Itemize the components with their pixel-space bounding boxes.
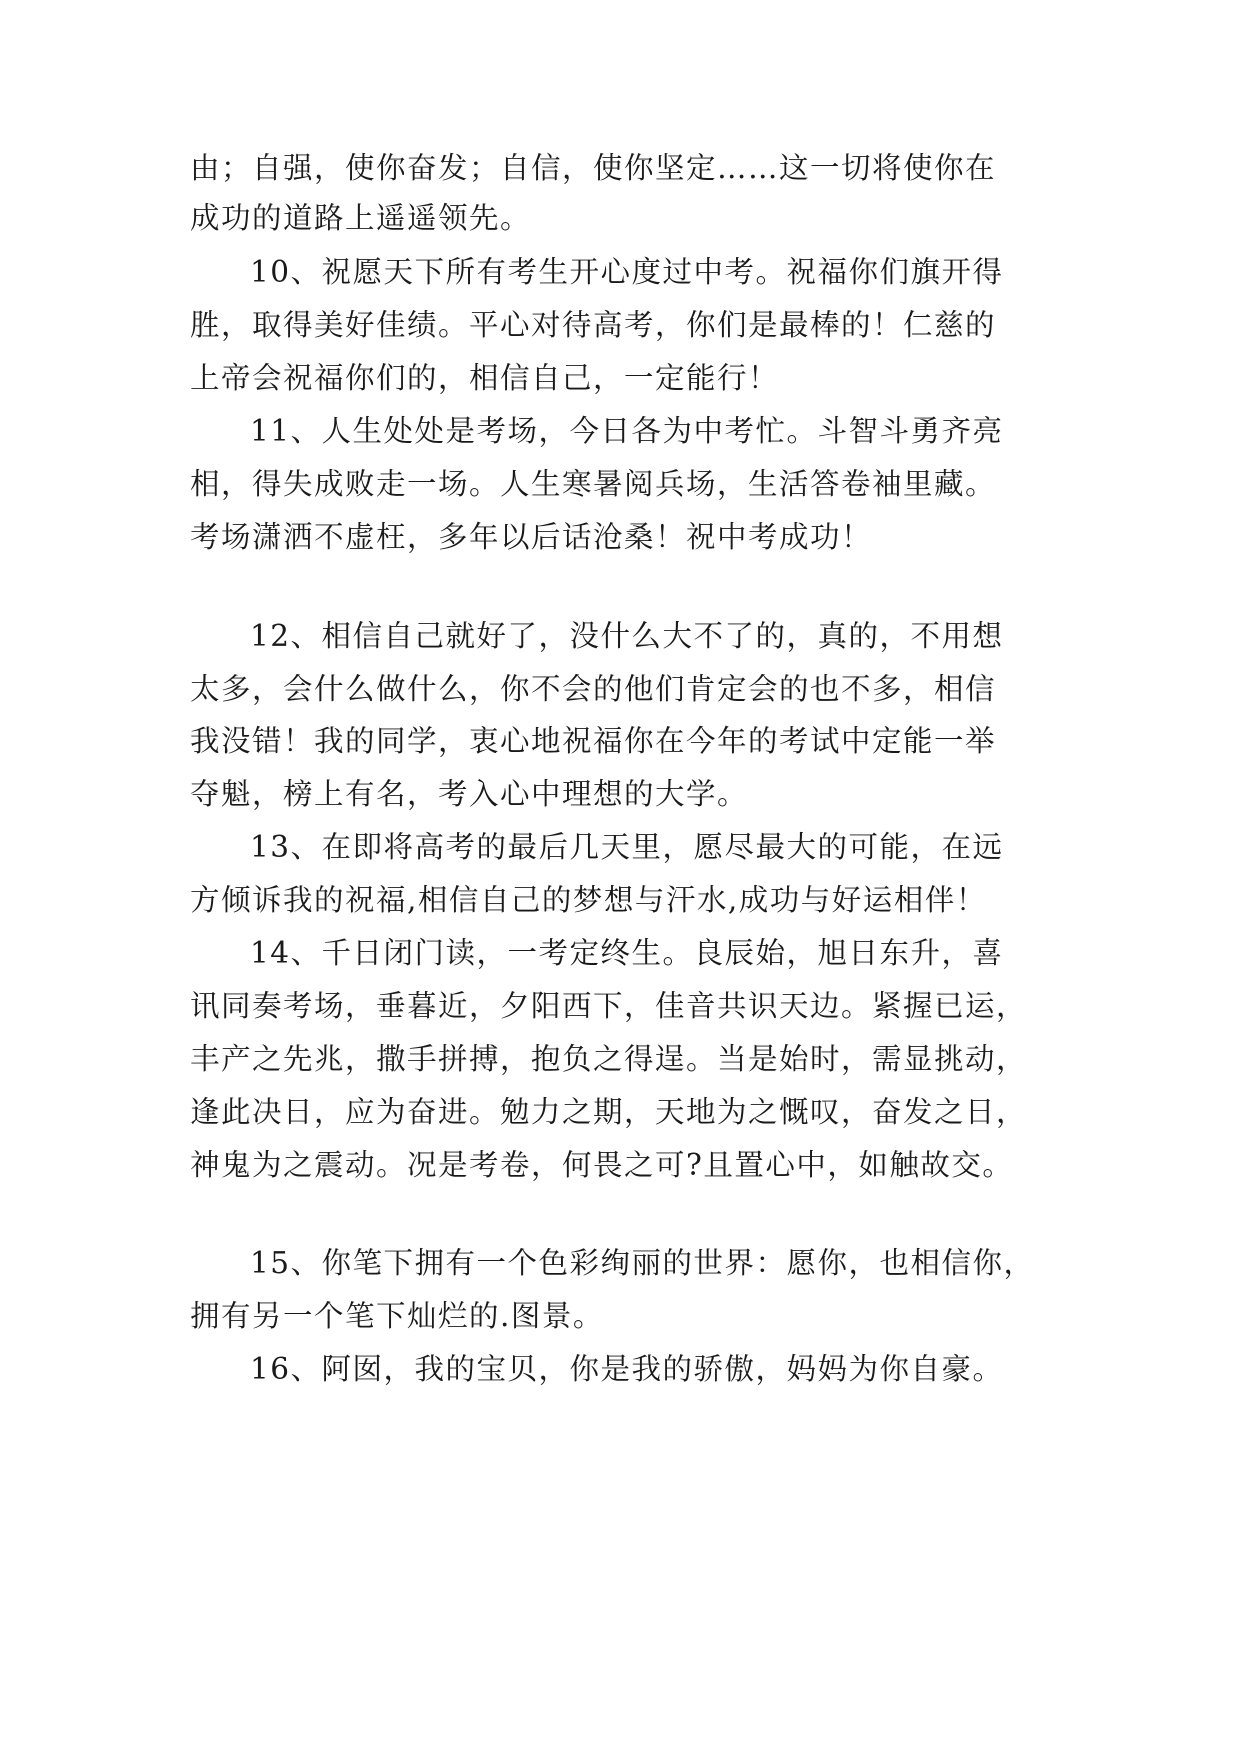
text-line: 讯同奏考场，垂暮近，夕阳西下，佳音共识天边。紧握已运，: [190, 989, 1028, 1023]
text-line: 相，得失成败走一场。人生寒暑阅兵场，生活答卷袖里藏。: [190, 467, 997, 501]
text-line: 方倾诉我的祝福,相信自己的梦想与汗水,成功与好运相伴！: [190, 883, 987, 917]
text-line: 拥有另一个笔下灿烂的.图景。: [190, 1299, 604, 1333]
text-line: 夺魁，榜上有名，考入心中理想的大学。: [190, 777, 749, 811]
paragraph-12-start: 12、相信自己就好了，没什么大不了的，真的，不用想: [250, 619, 1004, 653]
paragraph-15-start: 15、你笔下拥有一个色彩绚丽的世界：愿你，也相信你，: [250, 1246, 1035, 1280]
paragraph-10-start: 10、祝愿天下所有考生开心度过中考。祝福你们旗开得: [250, 255, 1004, 289]
text-line: 神鬼为之震动。况是考卷，何畏之可?且置心中，如触故交。: [190, 1148, 1014, 1182]
text-line: 成功的道路上遥遥领先。: [190, 201, 532, 235]
text-line: 上帝会祝福你们的，相信自己，一定能行！: [190, 361, 780, 395]
paragraph-14-start: 14、千日闭门读，一考定终生。良辰始，旭日东升，喜: [250, 936, 1004, 970]
text-line: 考场潇洒不虚枉，多年以后话沧桑！祝中考成功！: [190, 520, 873, 554]
text-line: 逢此决日，应为奋进。勉力之期，天地为之慨叹，奋发之日，: [190, 1095, 1028, 1129]
text-line: 由；自强，使你奋发；自信，使你坚定……这一切将使你在: [190, 151, 997, 185]
paragraph-11-start: 11、人生处处是考场，今日各为中考忙。斗智斗勇齐亮: [250, 414, 1004, 448]
text-line: 丰产之先兆，撒手拼搏，抱负之得逞。当是始时，需显挑动，: [190, 1042, 1028, 1076]
text-line: 太多，会什么做什么，你不会的他们肯定会的也不多，相信: [190, 672, 997, 706]
paragraph-16-start: 16、阿囡，我的宝贝，你是我的骄傲，妈妈为你自豪。: [250, 1352, 1004, 1386]
text-line: 胜，取得美好佳绩。平心对待高考，你们是最棒的！仁慈的: [190, 308, 997, 342]
text-line: 我没错！我的同学，衷心地祝福你在今年的考试中定能一举: [190, 724, 997, 758]
paragraph-13-start: 13、在即将高考的最后几天里，愿尽最大的可能，在远: [250, 830, 1004, 864]
